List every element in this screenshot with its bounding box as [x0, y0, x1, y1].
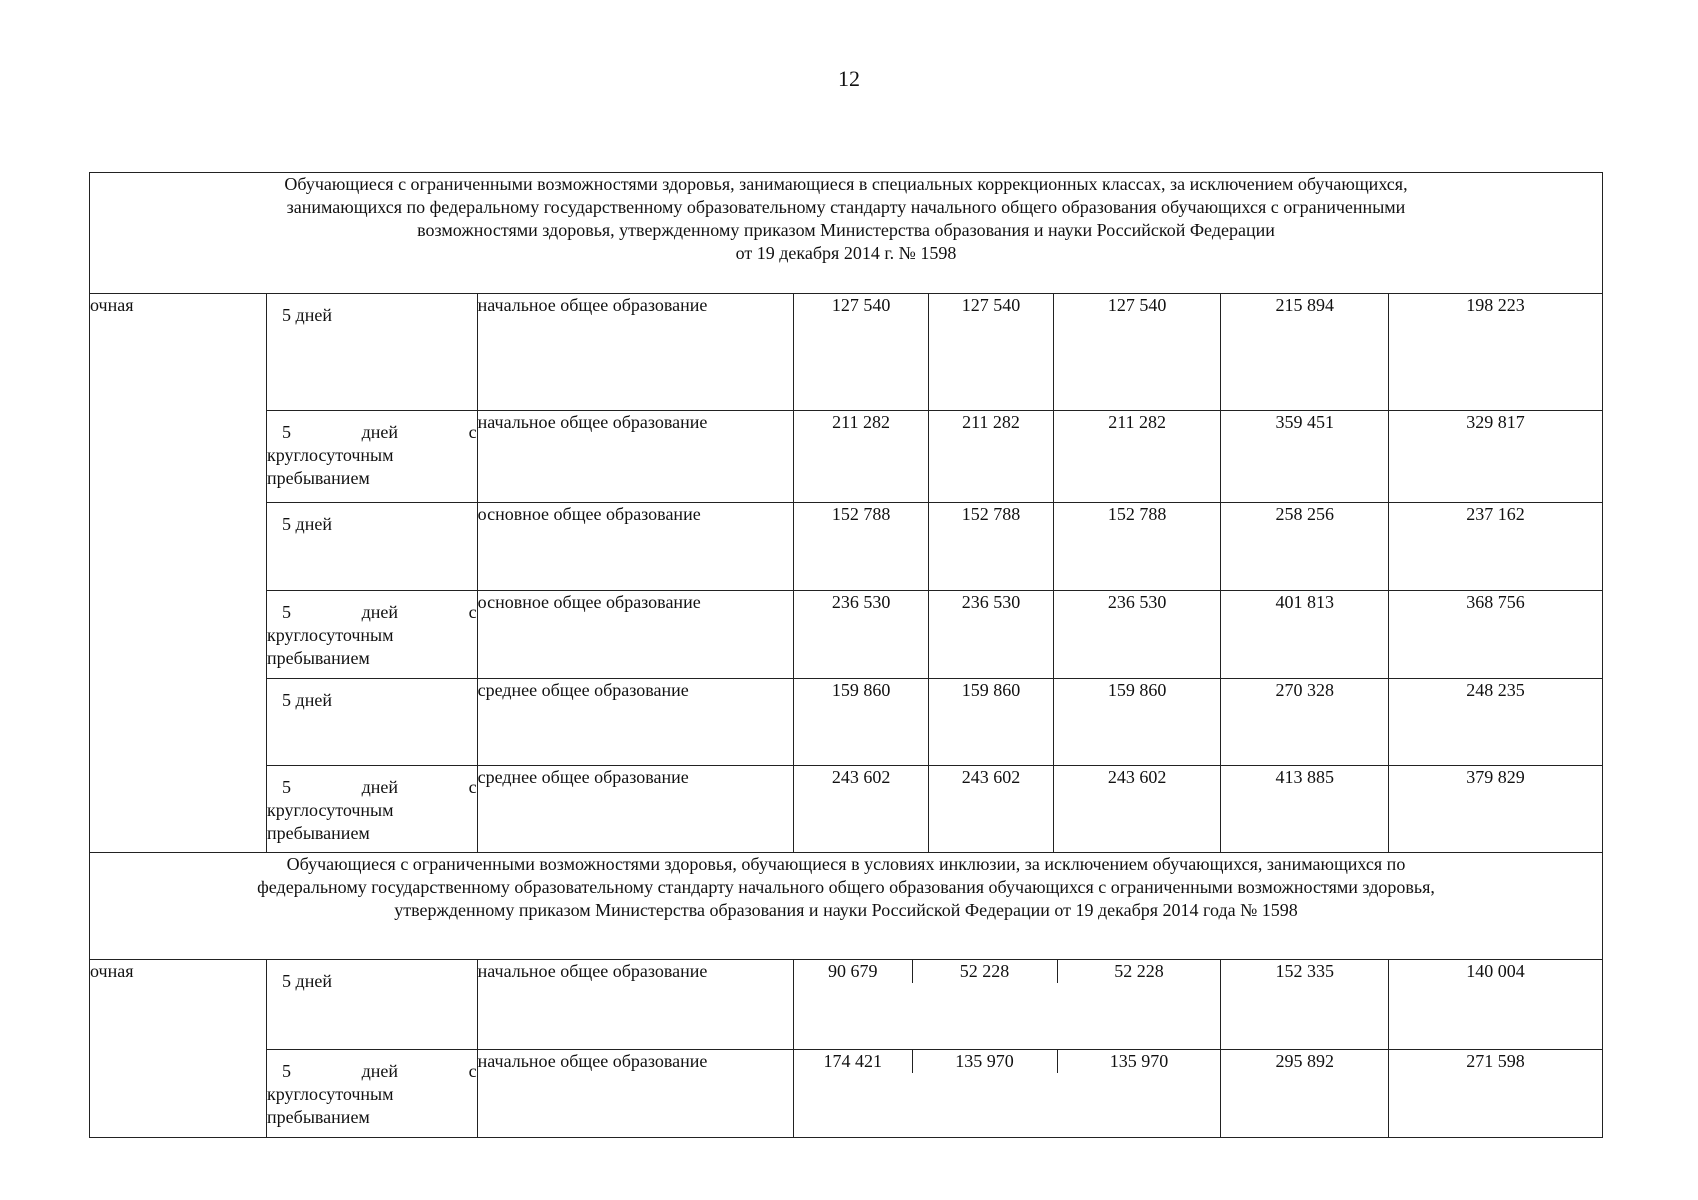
value-cell: 379 829: [1389, 766, 1603, 853]
study-mode-cell: очная: [90, 960, 267, 1138]
schedule-cell: 5 дней: [267, 679, 478, 766]
education-level-cell: начальное общее образование: [477, 411, 793, 503]
table-row: [90, 766, 1603, 853]
value-cell: 215 894: [1221, 294, 1389, 411]
section-heading: [90, 173, 1603, 294]
value-cell: 159 860: [1053, 679, 1221, 766]
schedule-cell: 5 дней: [267, 503, 478, 591]
table-row: [90, 294, 1603, 411]
heading-line: утвержденному приказом Министерства образования и науки Российской Федерации от 19 декабря 2014 года № 1598: [394, 900, 1298, 920]
value-cell: 236 530: [794, 591, 929, 679]
value-cell: 127 540: [1053, 294, 1221, 411]
value-cell: 295 892: [1221, 1050, 1389, 1138]
schedule-cell: 5 дней с круглосуточным пребыванием: [267, 411, 478, 503]
value-cell: 270 328: [1221, 679, 1389, 766]
value-cell: 248 235: [1389, 679, 1603, 766]
value-cell: 211 282: [1053, 411, 1221, 503]
page-number: 12: [838, 66, 860, 91]
schedule-cell: 5 дней: [267, 294, 478, 411]
value-cell: 127 540: [794, 294, 929, 411]
schedule-cell: 5 дней с круглосуточным пребыванием: [267, 591, 478, 679]
education-level-cell: основное общее образование: [477, 503, 793, 591]
value-cell: 368 756: [1389, 591, 1603, 679]
value-cell: 211 282: [794, 411, 929, 503]
cost-table: [89, 172, 1603, 1138]
table-row: [90, 960, 1603, 1050]
value-cell: 198 223: [1389, 294, 1603, 411]
value-cell: 152 335: [1221, 960, 1389, 1050]
value-cell: 52 228: [912, 960, 1057, 983]
heading-line: занимающихся по федеральному государственному образовательному стандарту начального общего образования обучающихся с ограниченными: [286, 197, 1406, 217]
study-mode-cell: очная: [90, 294, 267, 853]
education-level-cell: среднее общее образование: [477, 679, 793, 766]
value-cell: 152 788: [794, 503, 929, 591]
value-cell: 135 970: [912, 1050, 1057, 1073]
value-cell: 159 860: [794, 679, 929, 766]
table-row: [90, 679, 1603, 766]
value-cell: 237 162: [1389, 503, 1603, 591]
value-cell: 127 540: [929, 294, 1054, 411]
education-level-cell: начальное общее образование: [477, 1050, 793, 1138]
table-row: [90, 1050, 1603, 1138]
heading-line: Обучающиеся с ограниченными возможностями здоровья, занимающиеся в специальных коррекционных классах, за исключением обучающихся,: [284, 174, 1408, 194]
value-cell: 135 970: [1057, 1050, 1220, 1073]
value-cell: 401 813: [1221, 591, 1389, 679]
table-row: [90, 411, 1603, 503]
value-cell: 152 788: [929, 503, 1054, 591]
schedule-cell: 5 дней: [267, 960, 478, 1050]
value-group: [794, 960, 1221, 1050]
value-cell: 271 598: [1389, 1050, 1603, 1138]
heading-line: федеральному государственному образовательному стандарту начального общего образования обучающихся с ограниченными возможностями здоровья,: [257, 877, 1435, 897]
value-cell: 140 004: [1389, 960, 1603, 1050]
value-cell: 52 228: [1057, 960, 1220, 983]
value-group: [794, 1050, 1221, 1138]
schedule-cell: 5 дней с круглосуточным пребыванием: [267, 1050, 478, 1138]
education-level-cell: основное общее образование: [477, 591, 793, 679]
schedule-cell: 5 дней с круглосуточным пребыванием: [267, 766, 478, 853]
value-cell: 90 679: [828, 961, 878, 981]
education-level-cell: начальное общее образование: [477, 294, 793, 411]
value-cell: 329 817: [1389, 411, 1603, 503]
heading-line: Обучающиеся с ограниченными возможностями здоровья, обучающиеся в условиях инклюзии, за исключением обучающихся, занимающихся по: [286, 854, 1406, 874]
value-cell: 211 282: [929, 411, 1054, 503]
value-cell: 174 421: [823, 1051, 883, 1071]
value-cell: 243 602: [1053, 766, 1221, 853]
value-cell: 413 885: [1221, 766, 1389, 853]
value-cell: 236 530: [929, 591, 1054, 679]
value-cell: 258 256: [1221, 503, 1389, 591]
value-cell: 243 602: [794, 766, 929, 853]
value-cell: 152 788: [1053, 503, 1221, 591]
table-row: [90, 591, 1603, 679]
section-heading: [90, 853, 1603, 960]
education-level-cell: начальное общее образование: [477, 960, 793, 1050]
education-level-cell: среднее общее образование: [477, 766, 793, 853]
heading-line: возможностями здоровья, утвержденному приказом Министерства образования и науки Российской Федерации: [417, 220, 1275, 240]
value-cell: 243 602: [929, 766, 1054, 853]
value-cell: 359 451: [1221, 411, 1389, 503]
heading-line: от 19 декабря 2014 г. № 1598: [735, 243, 957, 263]
table-row: [90, 503, 1603, 591]
value-cell: 159 860: [929, 679, 1054, 766]
value-cell: 236 530: [1053, 591, 1221, 679]
